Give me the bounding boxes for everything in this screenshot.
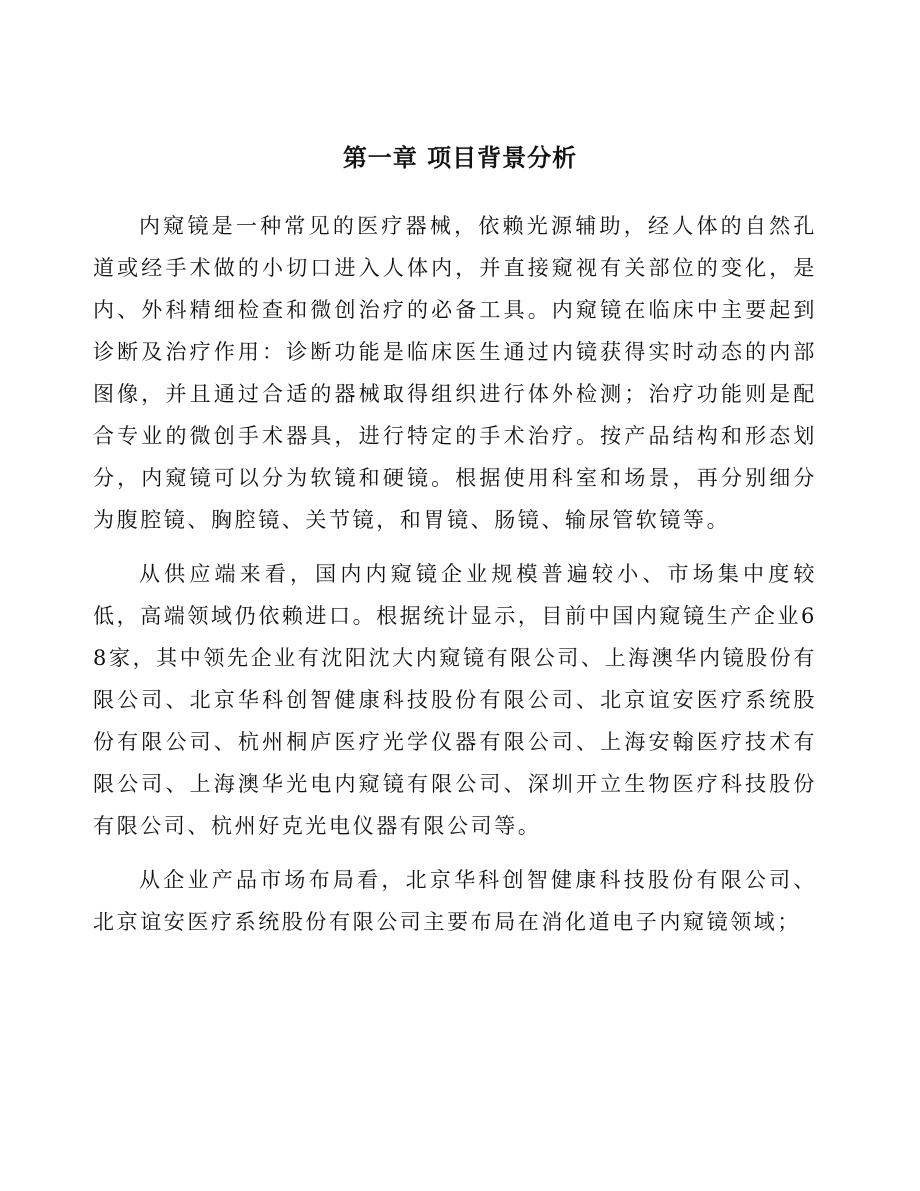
- chapter-title: 第一章 项目背景分析: [342, 144, 578, 172]
- body-text: [93, 205, 817, 943]
- paragraph-supply-side: 从供应端来看，国内内窥镜企业规模普遍较小、市场集中度较低，高端领域仍依赖进口。根据统计显示，目前中国内窥镜生产企业68家，其中领先企业有沈阳沈大内窥镜有限公司、上海澳华内镜股份有限公司、北京华科创智健康科技股份有限公司、北京谊安医疗系统股份有限公司、杭州桐庐医疗光学仪器有限公司、上海安翰医疗技术有限公司、上海澳华光电内窥镜有限公司、深圳开立生物医疗科技股份有限公司、杭州好克光电仪器有限公司等。: [93, 562, 817, 838]
- paragraph-market-layout: 从企业产品市场布局看，北京华科创智健康科技股份有限公司、北京谊安医疗系统股份有限公司主要布局在消化道电子内窥镜领域；: [93, 868, 817, 934]
- paragraph-endoscope-definition: 内窥镜是一种常见的医疗器械，依赖光源辅助，经人体的自然孔道或经手术做的小切口进入人体内，并直接窥视有关部位的变化，是内、外科精细检查和微创治疗的必备工具。内窥镜在临床中主要起到诊断及治疗作用：诊断功能是临床医生通过内镜获得实时动态的内部图像，并且通过合适的器械取得组织进行体外检测；治疗功能则是配合专业的微创手术器具，进行特定的手术治疗。按产品结构和形态划分，内窥镜可以分为软镜和硬镜。根据使用科室和场景，再分别细分为腹腔镜、胸腔镜、关节镜，和胃镜、肠镜、输尿管软镜等。: [93, 214, 817, 532]
